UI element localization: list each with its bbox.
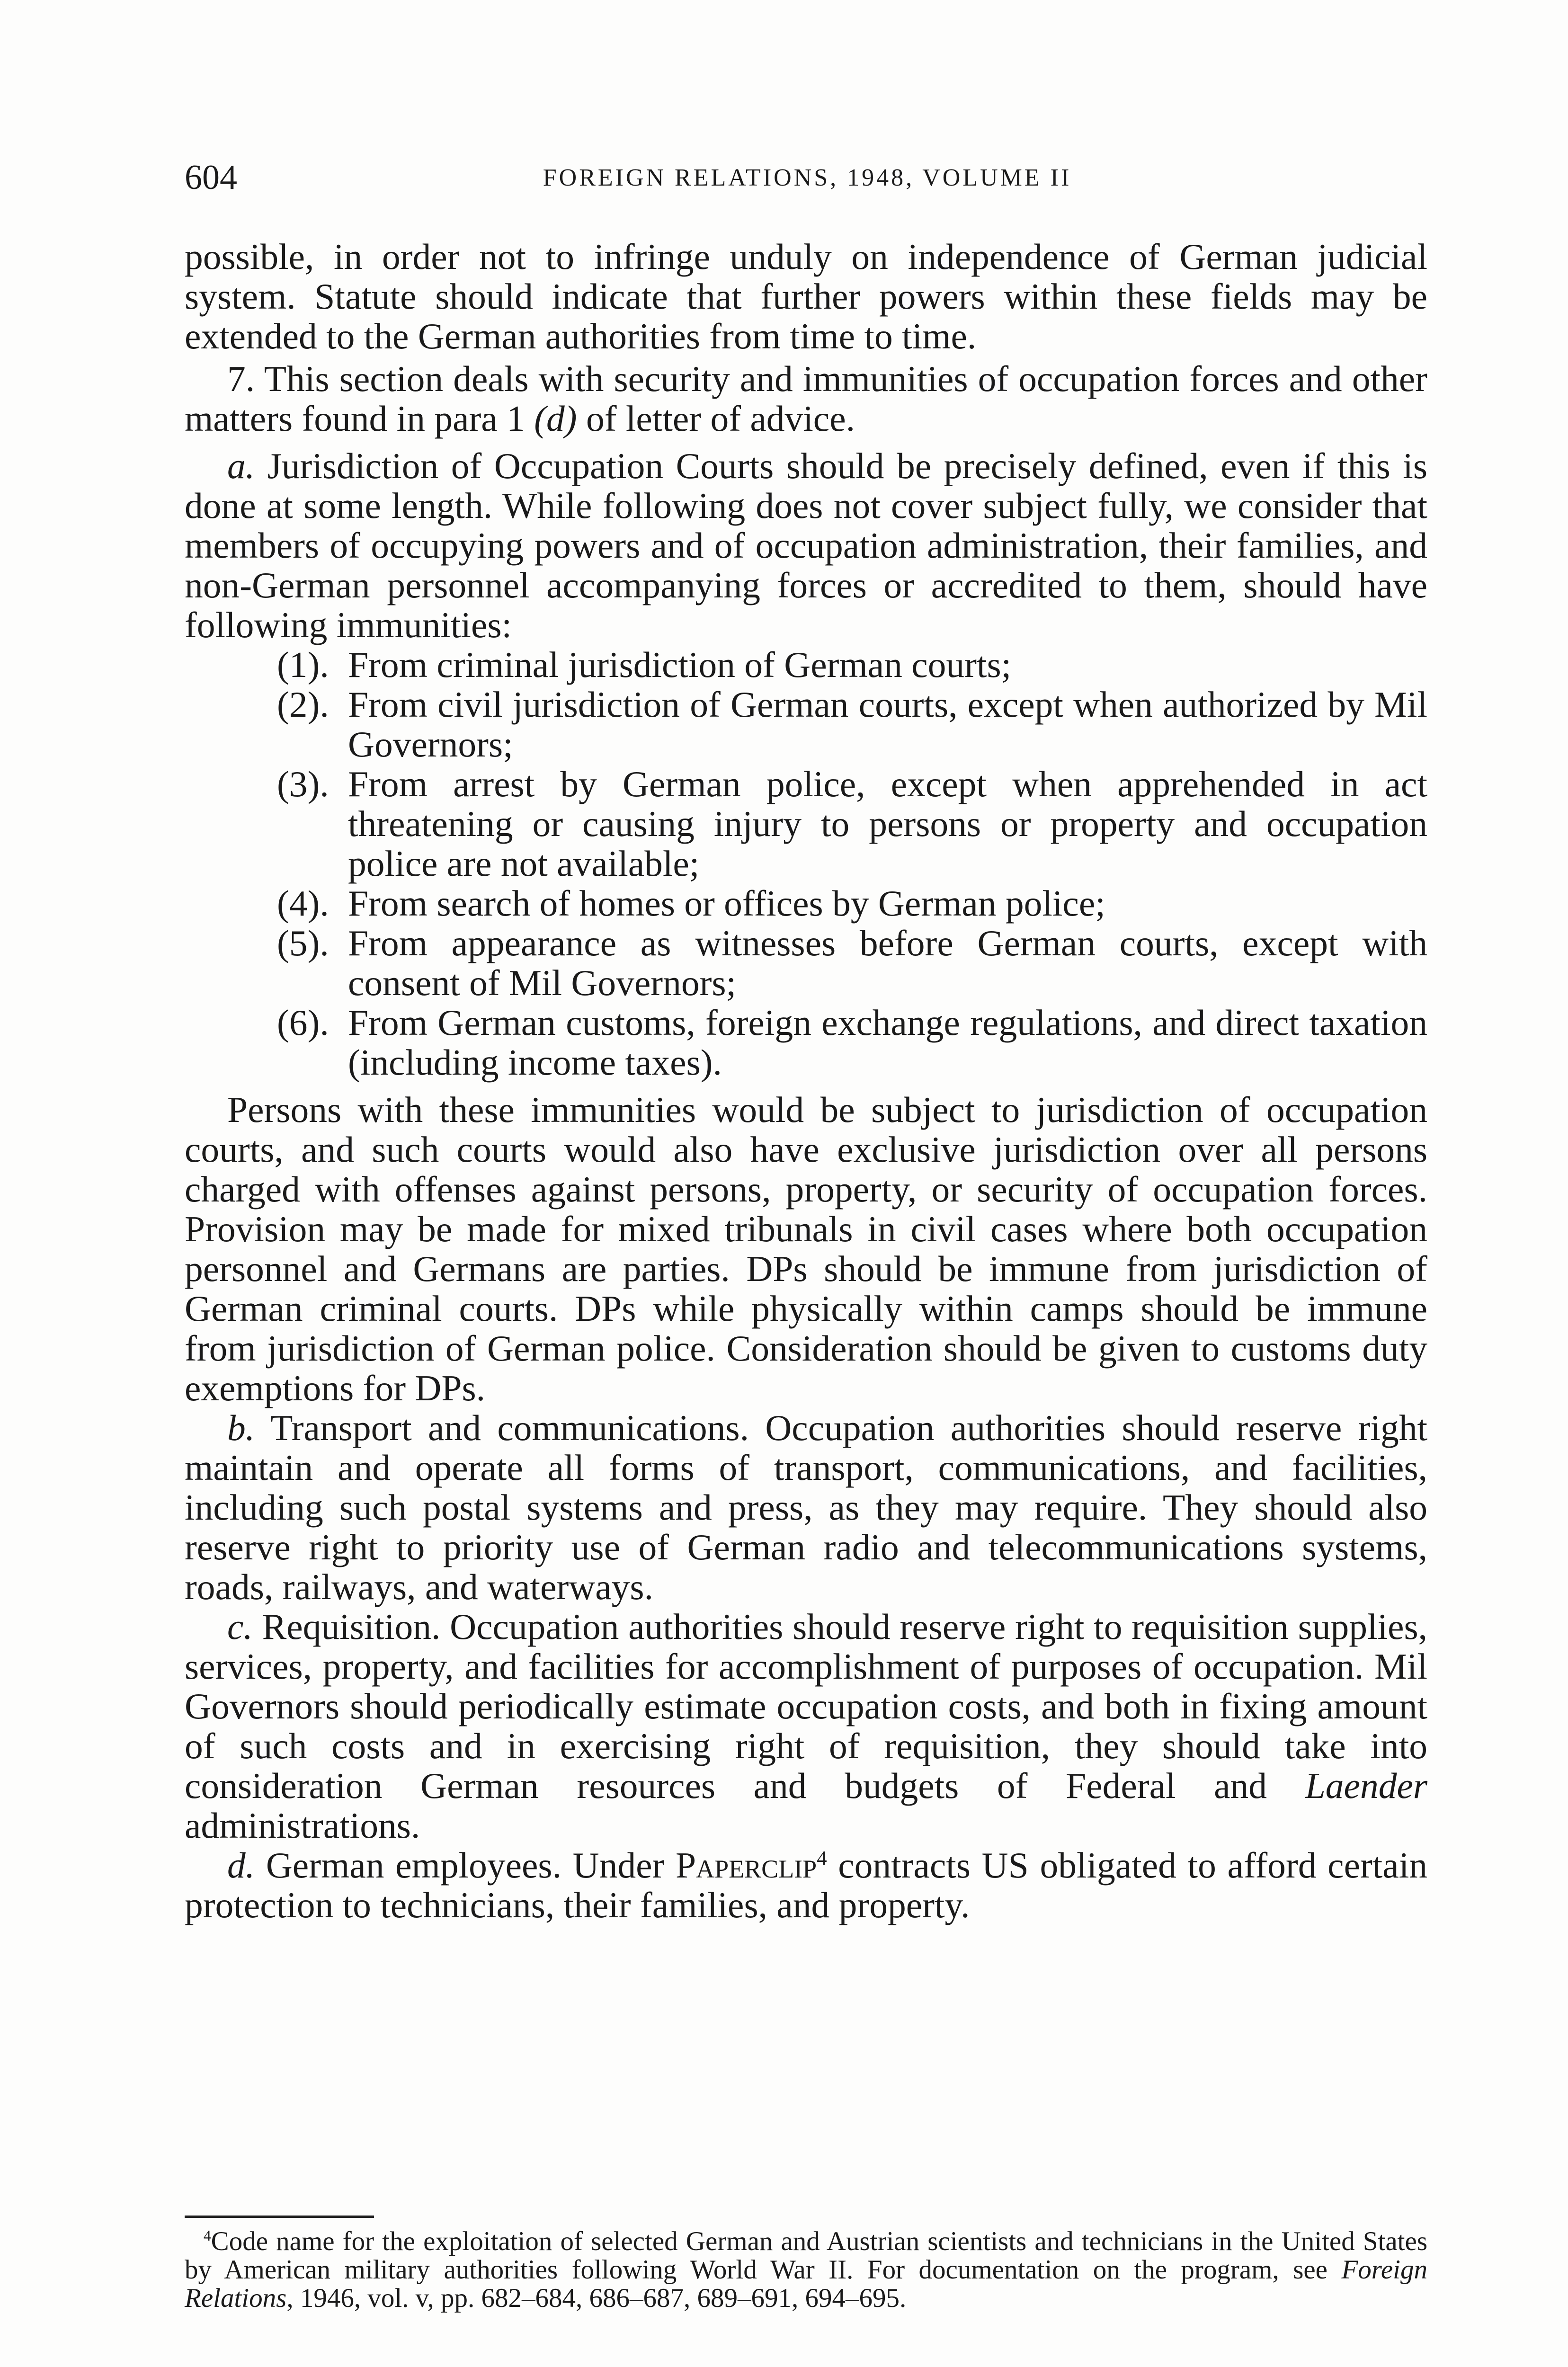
paragraph-7-end: of letter of advice. bbox=[577, 398, 855, 439]
footnote-reference: 4 bbox=[817, 1847, 827, 1870]
body-text bbox=[185, 237, 1427, 1925]
paragraph-d bbox=[185, 1845, 1427, 1925]
list-item-text: From criminal jurisdiction of German courts; bbox=[348, 644, 1012, 685]
paragraph-7 bbox=[185, 359, 1427, 438]
paragraph-a-text: Jurisdiction of Occupation Courts should be precisely defined, even if this is done at some length. While following does not cover subject fully, we consider that members of occupying powers and of occupation administration, their families, and non-German personnel accompanying forces or accredited to them, should have following immunities: bbox=[185, 445, 1427, 645]
paragraph-continuation: possible, in order not to infringe unduly on independence of German judicial system. Statute should indicate that further powers within these fields may be extended to the German authorities from time to time. bbox=[185, 236, 1427, 356]
list-item-number: (4). bbox=[277, 883, 329, 924]
footnote-italic: Foreign Relations bbox=[185, 2255, 1427, 2313]
list-item-number: (6). bbox=[277, 1002, 329, 1043]
paragraph-c-text: Requisition. Occupation authorities should reserve right to requisition supplies, services, property, and facilities for accomplishment of purposes of occupation. Mil Governors should periodically estimate occupation costs, and both in fixing amount of such costs and in exercising right of requisition, they should take into consideration German resources and budgets of Federal and bbox=[185, 1606, 1427, 1806]
running-head: FOREIGN RELATIONS, 1948, VOLUME II bbox=[543, 164, 1072, 191]
list-item bbox=[185, 764, 1427, 883]
page-header bbox=[185, 156, 1430, 199]
list-item-number: (5). bbox=[277, 923, 329, 963]
list-item bbox=[185, 1003, 1427, 1082]
list-item-text: From German customs, foreign exchange regulations, and direct taxation (including income taxes). bbox=[348, 1002, 1427, 1083]
list-item-text: From search of homes or offices by German police; bbox=[348, 883, 1105, 924]
list-item-text: From appearance as witnesses before German courts, except with consent of Mil Governors; bbox=[348, 923, 1427, 1003]
footnote-4 bbox=[185, 2227, 1427, 2313]
paragraph-c-italic: Laender bbox=[1305, 1765, 1427, 1806]
paragraph-b bbox=[185, 1408, 1427, 1607]
paragraph-c-letter: c. bbox=[227, 1606, 253, 1647]
paragraph-c-end: administrations. bbox=[185, 1805, 420, 1846]
paragraph-a bbox=[185, 446, 1427, 645]
paragraph-b-text: Transport and communications. Occupation authorities should reserve right maintain and operate all forms of transport, communications, and facilities, including such postal systems and press, as they may require. They should also reserve right to priority use of German radio and telecommunications systems, roads, railways, and waterways. bbox=[185, 1407, 1427, 1607]
list-item-number: (2). bbox=[277, 684, 329, 725]
list-item-number: (1). bbox=[277, 644, 329, 685]
footnote-text: Code name for the exploitation of selected German and Austrian scientists and technicians in the United States by American military authorities following World War II. For documentation on the program, see bbox=[185, 2226, 1427, 2285]
list-item bbox=[185, 923, 1427, 1003]
footnote-marker: 4 bbox=[204, 2227, 211, 2244]
list-item bbox=[185, 685, 1427, 764]
paragraph-d-smallcaps: Paperclip bbox=[676, 1845, 817, 1886]
paragraph-c bbox=[185, 1607, 1427, 1845]
list-item-text: From arrest by German police, except when apprehended in act threatening or causing injury to persons or property and occupation police are not available; bbox=[348, 764, 1427, 884]
paragraph-d-text: German employees. Under bbox=[255, 1845, 676, 1886]
footnote-text-end: , 1946, vol. v, pp. 682–684, 686–687, 689–691, 694–695. bbox=[286, 2283, 907, 2313]
paragraph-d-end: contracts US obligated to afford certain protection to technicians, their families, and property. bbox=[185, 1845, 1427, 1925]
list-item-text: From civil jurisdiction of German courts, except when authorized by Mil Governors; bbox=[348, 684, 1427, 765]
list-item bbox=[185, 883, 1427, 923]
paragraph-7-italic: (d) bbox=[534, 398, 577, 439]
list-item-number: (3). bbox=[277, 764, 329, 804]
paragraph-b-letter: b. bbox=[227, 1407, 255, 1448]
paragraph-a-letter: a. bbox=[227, 445, 255, 486]
paragraph-7-text: 7. This section deals with security and immunities of occupation forces and other matters found in para 1 bbox=[185, 358, 1427, 439]
paragraph-d-letter: d. bbox=[227, 1845, 255, 1886]
footnotes bbox=[185, 2227, 1427, 2313]
immunities-list bbox=[185, 645, 1427, 1082]
paragraph-persons: Persons with these immunities would be subject to jurisdiction of occupation courts, and such courts would also have exclusive jurisdiction over all persons charged with offenses against persons, property, or security of occupation forces. Provision may be made for mixed tribunals in civil cases where both occupation personnel and Germans are parties. DPs should be immune from jurisdiction of German criminal courts. DPs while physically within camps should be immune from jurisdiction of German police. Consideration should be given to customs duty exemptions for DPs. bbox=[185, 1089, 1427, 1408]
footnote-divider bbox=[185, 2216, 374, 2218]
page-number: 604 bbox=[185, 158, 237, 197]
list-item bbox=[185, 645, 1427, 685]
